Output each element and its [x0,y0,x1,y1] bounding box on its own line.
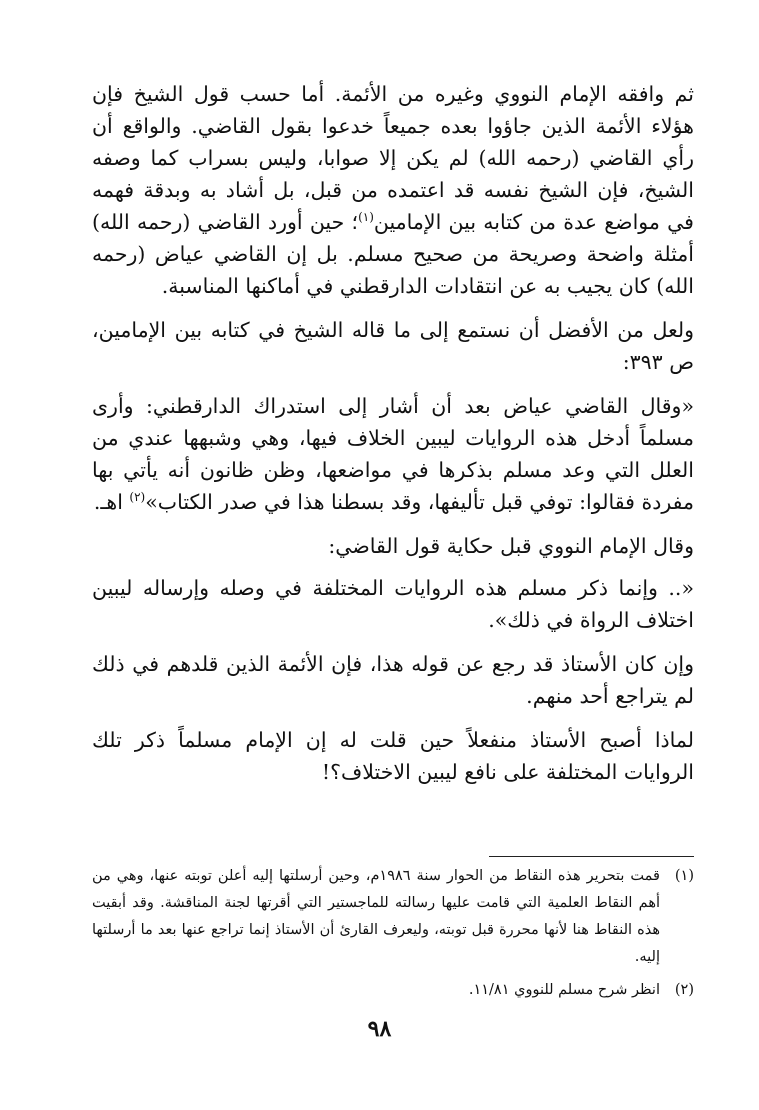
paragraph-1 [92,78,694,302]
footnote-1 [92,863,694,971]
paragraph-5-quote: «.. وإنما ذكر مسلم هذه الروايات المختلفة في وصله وإرساله ليبين اختلاف الرواة في ذلك». [92,576,694,632]
footnotes [92,856,694,1010]
page-number: ٩٨ [367,1016,392,1042]
paragraph-6: وإن كان الأستاذ قد رجع عن قوله هذا، فإن الأئمة الذين قلدهم في ذلك لم يتراجع أحد منهم. [92,652,694,708]
paragraph-7: لماذا أصبح الأستاذ منفعلاً حين قلت له إن الإمام مسلماً ذكر تلك الروايات المختلفة على نافع ليبين الاختلاف؟! [92,728,694,784]
paragraph-2: ولعل من الأفضل أن نستمع إلى ما قاله الشيخ في كتابه بين الإمامين، ص ٣٩٣: [92,318,694,374]
paragraph-3-quote [92,390,694,518]
footnote-ref-2[interactable]: (٢) [129,490,146,505]
footnote-1-text: قمت بتحرير هذه النقاط من الحوار سنة ١٩٨٦م، وحين أرسلتها إليه أعلن توبته عنها، وهي من أهم النقاط العلمية التي قامت عليها رسالته للماجستير التي أقرتها لجنة المناقشة. وقد أبقيت هذه النقاط هنا لأنها محررة قبل توبته، وليعرف القارئ أن الأستاذ إنما تراجع عنها بعد ما أرسلتها إليه. [92,868,660,965]
footnote-2-text: انظر شرح مسلم للنووي ١١/٨١. [468,982,660,998]
footnote-2 [92,977,694,1004]
footnote-1-number: (١) [674,868,694,884]
footnote-ref-1[interactable]: (١) [358,210,374,225]
paragraph-3-tail: اهـ. [93,490,130,514]
paragraph-3-text: «وقال القاضي عياض بعد أن أشار إلى استدراك الدارقطني: وأرى مسلماً أدخل هذه الروايات ليبين الخلاف فيها، وهي وشبهها عندي من العلل التي وعد مسلم بذكرها في مواضعها، وظن ظانون أنه يأتي بها مفردة فقالوا: توفي قبل تأليفها، وقد بسطنا هذا في صدر الكتاب» [92,394,694,514]
page-body [92,78,694,800]
footnote-2-number: (٢) [674,982,694,998]
paragraph-1-tail: ؛ حين أورد القاضي (رحمه الله) أمثلة واضحة وصريحة من صحيح مسلم. بل إن القاضي عياض (رحمه الله) كان يجيب به عن انتقادات الدارقطني في أماكنها المناسبة. [92,210,694,298]
footnote-divider [489,856,694,857]
paragraph-1-text: ثم وافقه الإمام النووي وغيره من الأئمة. أما حسب قول الشيخ فإن هؤلاء الأئمة الذين جاؤوا بعده جميعاً خدعوا بقول القاضي. والواقع أن رأي القاضي (رحمه الله) لم يكن إلا صوابا، وليس بسراب كما وصفه الشيخ، فإن الشيخ نفسه قد اعتمده من قبل، بل أشاد به وبدقة فهمه في مواضع عدة من كتابه بين الإمامين [92,82,694,234]
paragraph-4: وقال الإمام النووي قبل حكاية قول القاضي: [328,534,694,558]
